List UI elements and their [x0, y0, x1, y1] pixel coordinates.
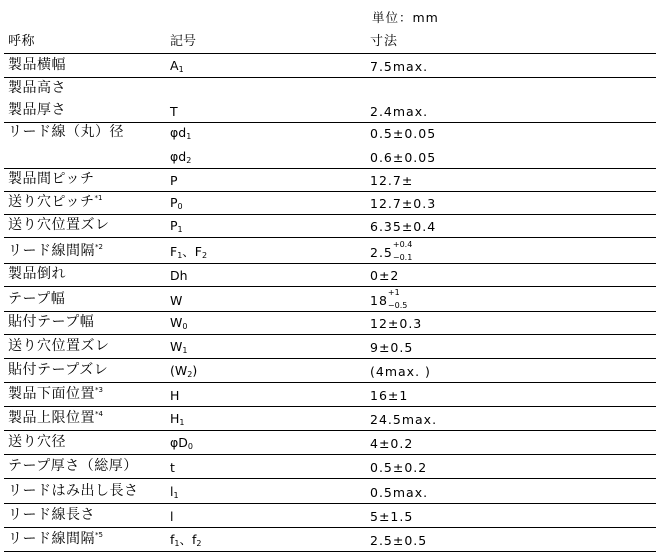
- table-row: [4, 528, 656, 552]
- row-name-text: リード線長さ: [8, 507, 95, 523]
- row-value: [370, 364, 431, 379]
- row-name: [8, 288, 65, 308]
- row-name: [8, 431, 66, 451]
- table-row: [4, 238, 656, 264]
- symbol-subscript: 1: [173, 491, 179, 500]
- table-row: [4, 407, 656, 431]
- row-value: [370, 533, 427, 548]
- row-name: [8, 240, 103, 260]
- row-value: [370, 173, 413, 188]
- symbol-text: φD: [170, 435, 188, 450]
- row-symbol: [170, 411, 185, 427]
- row-value: [370, 219, 436, 234]
- symbol-subscript: 0: [182, 322, 188, 331]
- row-symbol: [170, 435, 193, 451]
- value-text: 2.4max.: [370, 104, 429, 119]
- row-symbol: [170, 315, 187, 331]
- row-value: [370, 150, 436, 165]
- row-name: [8, 528, 103, 548]
- row-value: [370, 288, 412, 310]
- tolerance: [392, 240, 417, 262]
- value-text: (4max. ): [370, 364, 431, 379]
- symbol-extra: ): [192, 363, 198, 378]
- row-value: [370, 59, 428, 74]
- symbol-text: W: [170, 315, 183, 330]
- row-name-text: 製品倒れ: [8, 266, 66, 282]
- header-name: 呼称: [8, 34, 36, 49]
- row-symbol: [170, 388, 179, 403]
- row-value: [370, 104, 428, 119]
- header-dimension: 寸法: [370, 34, 399, 49]
- row-symbol: [170, 149, 191, 165]
- table-row: [4, 359, 656, 383]
- value-text: 0.5±0.05: [370, 126, 437, 141]
- symbol-subscript: 1: [182, 346, 188, 355]
- table-row: [4, 264, 656, 287]
- value-text: 0.5±0.2: [370, 460, 428, 475]
- value-text: 12±0.3: [370, 316, 423, 331]
- footnote-mark: *2: [95, 243, 103, 251]
- value-text: 9±0.5: [370, 340, 414, 355]
- symbol-text: (W: [170, 363, 188, 378]
- symbol-subscript: 1: [174, 539, 180, 548]
- tolerance-lower: −0.5: [387, 301, 408, 310]
- row-symbol: [170, 268, 188, 283]
- row-name-text: 送り穴位置ズレ: [8, 338, 110, 354]
- unit-label: 単位：mm: [372, 10, 439, 25]
- symbol-text: P: [170, 195, 178, 210]
- table-row: [4, 78, 656, 100]
- table-row: [4, 145, 656, 169]
- row-name: [8, 480, 139, 500]
- value-text: 2.5±0.5: [370, 533, 428, 548]
- symbol-subscript: 1: [177, 251, 183, 260]
- row-value: [370, 268, 399, 283]
- row-name-text: 製品横幅: [8, 57, 66, 73]
- value-text: 0.6±0.05: [370, 150, 437, 165]
- row-name-text: 製品下面位置: [8, 386, 95, 402]
- row-value: [370, 485, 428, 500]
- symbol-text: W: [170, 293, 183, 308]
- symbol-subscript-2: 2: [202, 251, 208, 260]
- row-value: [370, 388, 408, 403]
- symbol-text: P: [170, 173, 178, 188]
- footnote-mark: *4: [95, 410, 103, 418]
- row-symbol: [170, 509, 173, 524]
- table-row: [4, 215, 656, 238]
- row-symbol: [170, 104, 178, 119]
- row-name: [8, 335, 110, 355]
- row-name: [8, 359, 108, 379]
- symbol-text: H: [170, 388, 180, 403]
- value-text: 12.7±0.3: [370, 196, 437, 211]
- table-header: [4, 30, 656, 54]
- row-name-text: 製品上限位置: [8, 410, 95, 426]
- row-value: [370, 126, 436, 141]
- symbol-text: φd: [170, 125, 187, 140]
- symbol-subscript: 1: [186, 132, 192, 141]
- row-name: [8, 191, 102, 211]
- row-name: [8, 54, 66, 74]
- row-value: [370, 340, 413, 355]
- row-name-text: 送り穴ピッチ: [8, 194, 95, 210]
- table-row: [4, 504, 656, 528]
- row-symbol: [170, 58, 184, 74]
- row-name-text: 貼付テープズレ: [8, 362, 109, 378]
- row-value: [370, 509, 413, 524]
- row-value: [370, 436, 413, 451]
- row-name-text: 製品厚さ: [8, 102, 66, 118]
- row-name-text: テープ幅: [8, 291, 66, 307]
- row-symbol: [170, 339, 187, 355]
- value-text: 5±1.5: [370, 509, 414, 524]
- value-text: 2.5: [370, 244, 393, 260]
- symbol-subscript: 0: [187, 442, 193, 451]
- symbol-text: φd: [170, 149, 187, 164]
- value-text: 24.5max.: [370, 412, 438, 427]
- row-symbol: [170, 218, 183, 234]
- row-value: [370, 240, 417, 262]
- row-name-text: リード線（丸）径: [8, 124, 124, 140]
- symbol-text: l: [170, 509, 174, 524]
- footnote-mark: *1: [94, 194, 103, 202]
- tolerance-upper: +0.4: [392, 240, 413, 249]
- symbol-subscript: 0: [177, 202, 183, 211]
- row-name: [8, 263, 66, 283]
- table-row: [4, 169, 656, 192]
- row-name: [8, 383, 103, 403]
- row-name: [8, 455, 138, 475]
- symbol-subscript: 1: [177, 225, 183, 234]
- value-text: 12.7±: [370, 173, 414, 188]
- row-symbol: [170, 125, 191, 141]
- symbol-text: f: [170, 532, 175, 547]
- tolerance-lower: −0.1: [392, 253, 413, 262]
- symbol-subscript: 1: [179, 418, 185, 427]
- symbol-extra: 、f: [179, 532, 197, 547]
- row-name: [8, 504, 95, 524]
- value-text: 18: [370, 292, 388, 308]
- table-row: [4, 455, 656, 479]
- table-row: [4, 335, 656, 359]
- symbol-text: P: [170, 218, 178, 233]
- row-name-text: 送り穴径: [8, 434, 66, 450]
- symbol-text: T: [170, 104, 178, 119]
- symbol-subscript: 1: [178, 65, 184, 74]
- row-symbol: [170, 293, 182, 308]
- row-name-text: 貼付テープ幅: [8, 314, 95, 330]
- row-name: [8, 311, 94, 331]
- row-name: [8, 99, 66, 119]
- footnote-mark: *3: [95, 386, 103, 394]
- symbol-text: H: [170, 411, 180, 426]
- table-row: [4, 480, 656, 504]
- row-symbol: [170, 242, 207, 260]
- value-text: 16±1: [370, 388, 409, 403]
- symbol-text: l: [170, 484, 174, 499]
- value-text: 4±0.2: [370, 436, 414, 451]
- row-name: [8, 168, 94, 188]
- table-row: [4, 101, 656, 123]
- row-symbol: [170, 173, 178, 188]
- value-text: 6.35±0.4: [370, 219, 437, 234]
- symbol-text: Dh: [170, 268, 188, 283]
- row-value: [370, 460, 427, 475]
- footnote-mark: *5: [95, 531, 103, 539]
- row-symbol: [170, 363, 197, 379]
- row-symbol: [170, 460, 175, 475]
- table-row: [4, 192, 656, 215]
- row-value: [370, 196, 436, 211]
- symbol-subscript: 2: [187, 370, 193, 379]
- symbol-subscript: 2: [186, 156, 192, 165]
- symbol-subscript-2: 2: [196, 539, 202, 548]
- symbol-text: t: [170, 460, 175, 475]
- table-row: [4, 54, 656, 78]
- symbol-text: W: [170, 339, 183, 354]
- tolerance-upper: +1: [387, 288, 400, 297]
- row-name: [8, 77, 66, 97]
- row-name-text: テープ厚さ（総厚）: [8, 458, 138, 474]
- table-row: [4, 383, 656, 407]
- row-name: [8, 214, 110, 234]
- row-symbol: [170, 530, 202, 548]
- row-name-text: リードはみ出し長さ: [8, 483, 139, 499]
- row-value: [370, 316, 422, 331]
- value-text: 7.5max.: [370, 59, 429, 74]
- row-name-text: リード線間隔: [8, 531, 95, 547]
- row-name: [8, 121, 124, 141]
- row-name-text: 送り穴位置ズレ: [8, 217, 110, 233]
- table-row: [4, 287, 656, 312]
- value-text: 0±2: [370, 268, 400, 283]
- row-symbol: [170, 484, 179, 500]
- symbol-text: A: [170, 58, 179, 73]
- row-symbol: [170, 195, 183, 211]
- symbol-text: F: [170, 244, 178, 259]
- row-name-text: 製品間ピッチ: [8, 171, 95, 187]
- table-row: [4, 312, 656, 335]
- tolerance: [387, 288, 412, 310]
- row-name: [8, 407, 103, 427]
- row-value: [370, 412, 437, 427]
- value-text: 0.5max.: [370, 485, 429, 500]
- symbol-extra: 、F: [182, 244, 202, 259]
- row-name-text: リード線間隔: [8, 243, 95, 259]
- row-name-text: 製品高さ: [8, 80, 66, 96]
- header-symbol: 記号: [170, 34, 197, 49]
- table-row: [4, 123, 656, 144]
- table-row: [4, 431, 656, 455]
